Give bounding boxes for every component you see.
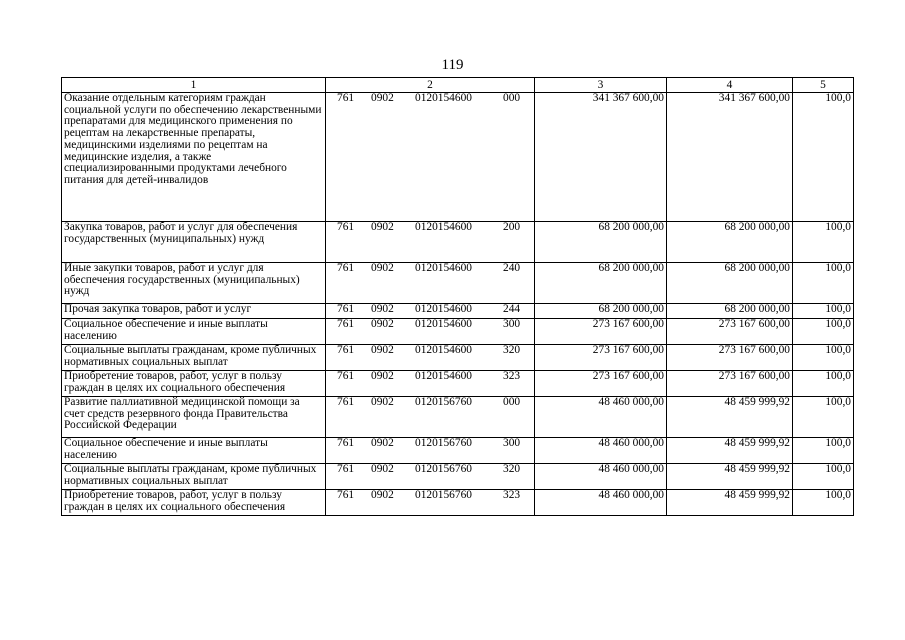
row-name: Социальные выплаты гражданам, кроме публичных нормативных социальных выплат	[62, 345, 326, 371]
code-cs: 0120156760	[415, 396, 472, 408]
code-rzpr: 0902	[371, 262, 394, 274]
row-col3: 48 460 000,00	[535, 490, 667, 516]
row-name: Иные закупки товаров, работ и услуг для обеспечения государственных (муниципальных) нужд	[62, 263, 326, 304]
code-cs: 0120156760	[415, 489, 472, 501]
row-codes	[326, 93, 535, 222]
code-vr: 000	[503, 396, 521, 408]
table-row	[62, 397, 854, 438]
column-header-4: 4	[667, 78, 793, 93]
row-col4: 48 459 999,92	[667, 464, 793, 490]
code-vr: 300	[503, 318, 521, 330]
code-grbs: 761	[337, 92, 355, 104]
code-grbs: 761	[337, 221, 355, 233]
row-col4: 273 167 600,00	[667, 371, 793, 397]
row-col5: 100,0	[793, 304, 854, 319]
row-col3: 48 460 000,00	[535, 438, 667, 464]
code-grbs: 761	[337, 303, 355, 315]
table-row	[62, 263, 854, 304]
row-col3: 273 167 600,00	[535, 371, 667, 397]
table-row	[62, 345, 854, 371]
row-name: Приобретение товаров, работ, услуг в пользу граждан в целях их социального обеспечения	[62, 371, 326, 397]
row-name: Приобретение товаров, работ, услуг в пользу граждан в целях их социального обеспечения	[62, 490, 326, 516]
row-col4: 48 459 999,92	[667, 397, 793, 438]
table-row	[62, 319, 854, 345]
code-vr: 200	[503, 221, 521, 233]
row-col4: 273 167 600,00	[667, 345, 793, 371]
row-col5: 100,0	[793, 222, 854, 263]
row-col5: 100,0	[793, 345, 854, 371]
code-rzpr: 0902	[371, 318, 394, 330]
row-codes	[326, 397, 535, 438]
row-name: Социальное обеспечение и иные выплаты населению	[62, 438, 326, 464]
row-codes	[326, 222, 535, 263]
code-vr: 000	[503, 92, 521, 104]
code-rzpr: 0902	[371, 303, 394, 315]
row-col4: 68 200 000,00	[667, 222, 793, 263]
table-row	[62, 304, 854, 319]
column-header-5: 5	[793, 78, 854, 93]
code-rzpr: 0902	[371, 344, 394, 356]
row-col4: 341 367 600,00	[667, 93, 793, 222]
row-col4: 273 167 600,00	[667, 319, 793, 345]
code-vr: 320	[503, 344, 521, 356]
row-codes	[326, 304, 535, 319]
column-header-3: 3	[535, 78, 667, 93]
code-cs: 0120154600	[415, 221, 472, 233]
table-row	[62, 438, 854, 464]
budget-table	[61, 77, 854, 516]
row-col3: 273 167 600,00	[535, 319, 667, 345]
code-cs: 0120154600	[415, 370, 472, 382]
code-rzpr: 0902	[371, 370, 394, 382]
code-vr: 323	[503, 370, 521, 382]
row-col5: 100,0	[793, 464, 854, 490]
row-col5: 100,0	[793, 319, 854, 345]
row-col4: 68 200 000,00	[667, 263, 793, 304]
row-name: Оказание отдельным категориям граждан социальной услуги по обеспечению лекарственными препаратами для медицинского применения по рецептам на лекарственные препараты, медицинскими изделиями по рецептам на медицинские изделия, а также специализированными продуктами лечебного питания для детей-инвалидов	[62, 93, 326, 222]
code-grbs: 761	[337, 370, 355, 382]
code-rzpr: 0902	[371, 463, 394, 475]
row-name: Социальное обеспечение и иные выплаты населению	[62, 319, 326, 345]
row-name: Прочая закупка товаров, работ и услуг	[62, 304, 326, 319]
row-codes	[326, 263, 535, 304]
code-cs: 0120156760	[415, 437, 472, 449]
row-col3: 68 200 000,00	[535, 222, 667, 263]
row-col5: 100,0	[793, 263, 854, 304]
code-grbs: 761	[337, 437, 355, 449]
row-col4: 48 459 999,92	[667, 490, 793, 516]
code-cs: 0120154600	[415, 318, 472, 330]
column-header-2: 2	[326, 78, 535, 93]
row-codes	[326, 464, 535, 490]
code-cs: 0120154600	[415, 262, 472, 274]
code-rzpr: 0902	[371, 489, 394, 501]
code-grbs: 761	[337, 318, 355, 330]
table-body	[62, 93, 854, 516]
code-vr: 300	[503, 437, 521, 449]
row-codes	[326, 438, 535, 464]
code-cs: 0120154600	[415, 344, 472, 356]
row-col4: 68 200 000,00	[667, 304, 793, 319]
row-col5: 100,0	[793, 93, 854, 222]
code-vr: 320	[503, 463, 521, 475]
code-grbs: 761	[337, 489, 355, 501]
code-grbs: 761	[337, 344, 355, 356]
table-row	[62, 490, 854, 516]
code-grbs: 761	[337, 396, 355, 408]
code-vr: 323	[503, 489, 521, 501]
row-col3: 48 460 000,00	[535, 464, 667, 490]
row-col3: 341 367 600,00	[535, 93, 667, 222]
code-cs: 0120156760	[415, 463, 472, 475]
code-vr: 240	[503, 262, 521, 274]
code-cs: 0120154600	[415, 92, 472, 104]
code-rzpr: 0902	[371, 92, 394, 104]
row-col5: 100,0	[793, 438, 854, 464]
code-grbs: 761	[337, 262, 355, 274]
row-col5: 100,0	[793, 490, 854, 516]
row-codes	[326, 345, 535, 371]
page-number: 119	[441, 57, 464, 73]
row-name: Закупка товаров, работ и услуг для обеспечения государственных (муниципальных) нужд	[62, 222, 326, 263]
row-name: Социальные выплаты гражданам, кроме публичных нормативных социальных выплат	[62, 464, 326, 490]
row-col3: 68 200 000,00	[535, 263, 667, 304]
row-col3: 48 460 000,00	[535, 397, 667, 438]
table-row	[62, 371, 854, 397]
code-cs: 0120154600	[415, 303, 472, 315]
code-rzpr: 0902	[371, 437, 394, 449]
row-codes	[326, 319, 535, 345]
row-col4: 48 459 999,92	[667, 438, 793, 464]
row-col5: 100,0	[793, 397, 854, 438]
row-codes	[326, 490, 535, 516]
row-name: Развитие паллиативной медицинской помощи за счет средств резервного фонда Правительства Российской Федерации	[62, 397, 326, 438]
row-col3: 68 200 000,00	[535, 304, 667, 319]
column-header-1: 1	[62, 78, 326, 93]
code-vr: 244	[503, 303, 521, 315]
table-row	[62, 464, 854, 490]
code-rzpr: 0902	[371, 221, 394, 233]
row-codes	[326, 371, 535, 397]
code-grbs: 761	[337, 463, 355, 475]
row-col3: 273 167 600,00	[535, 345, 667, 371]
table-row	[62, 93, 854, 222]
table-row	[62, 222, 854, 263]
table-header	[62, 78, 854, 93]
row-col5: 100,0	[793, 371, 854, 397]
code-rzpr: 0902	[371, 396, 394, 408]
